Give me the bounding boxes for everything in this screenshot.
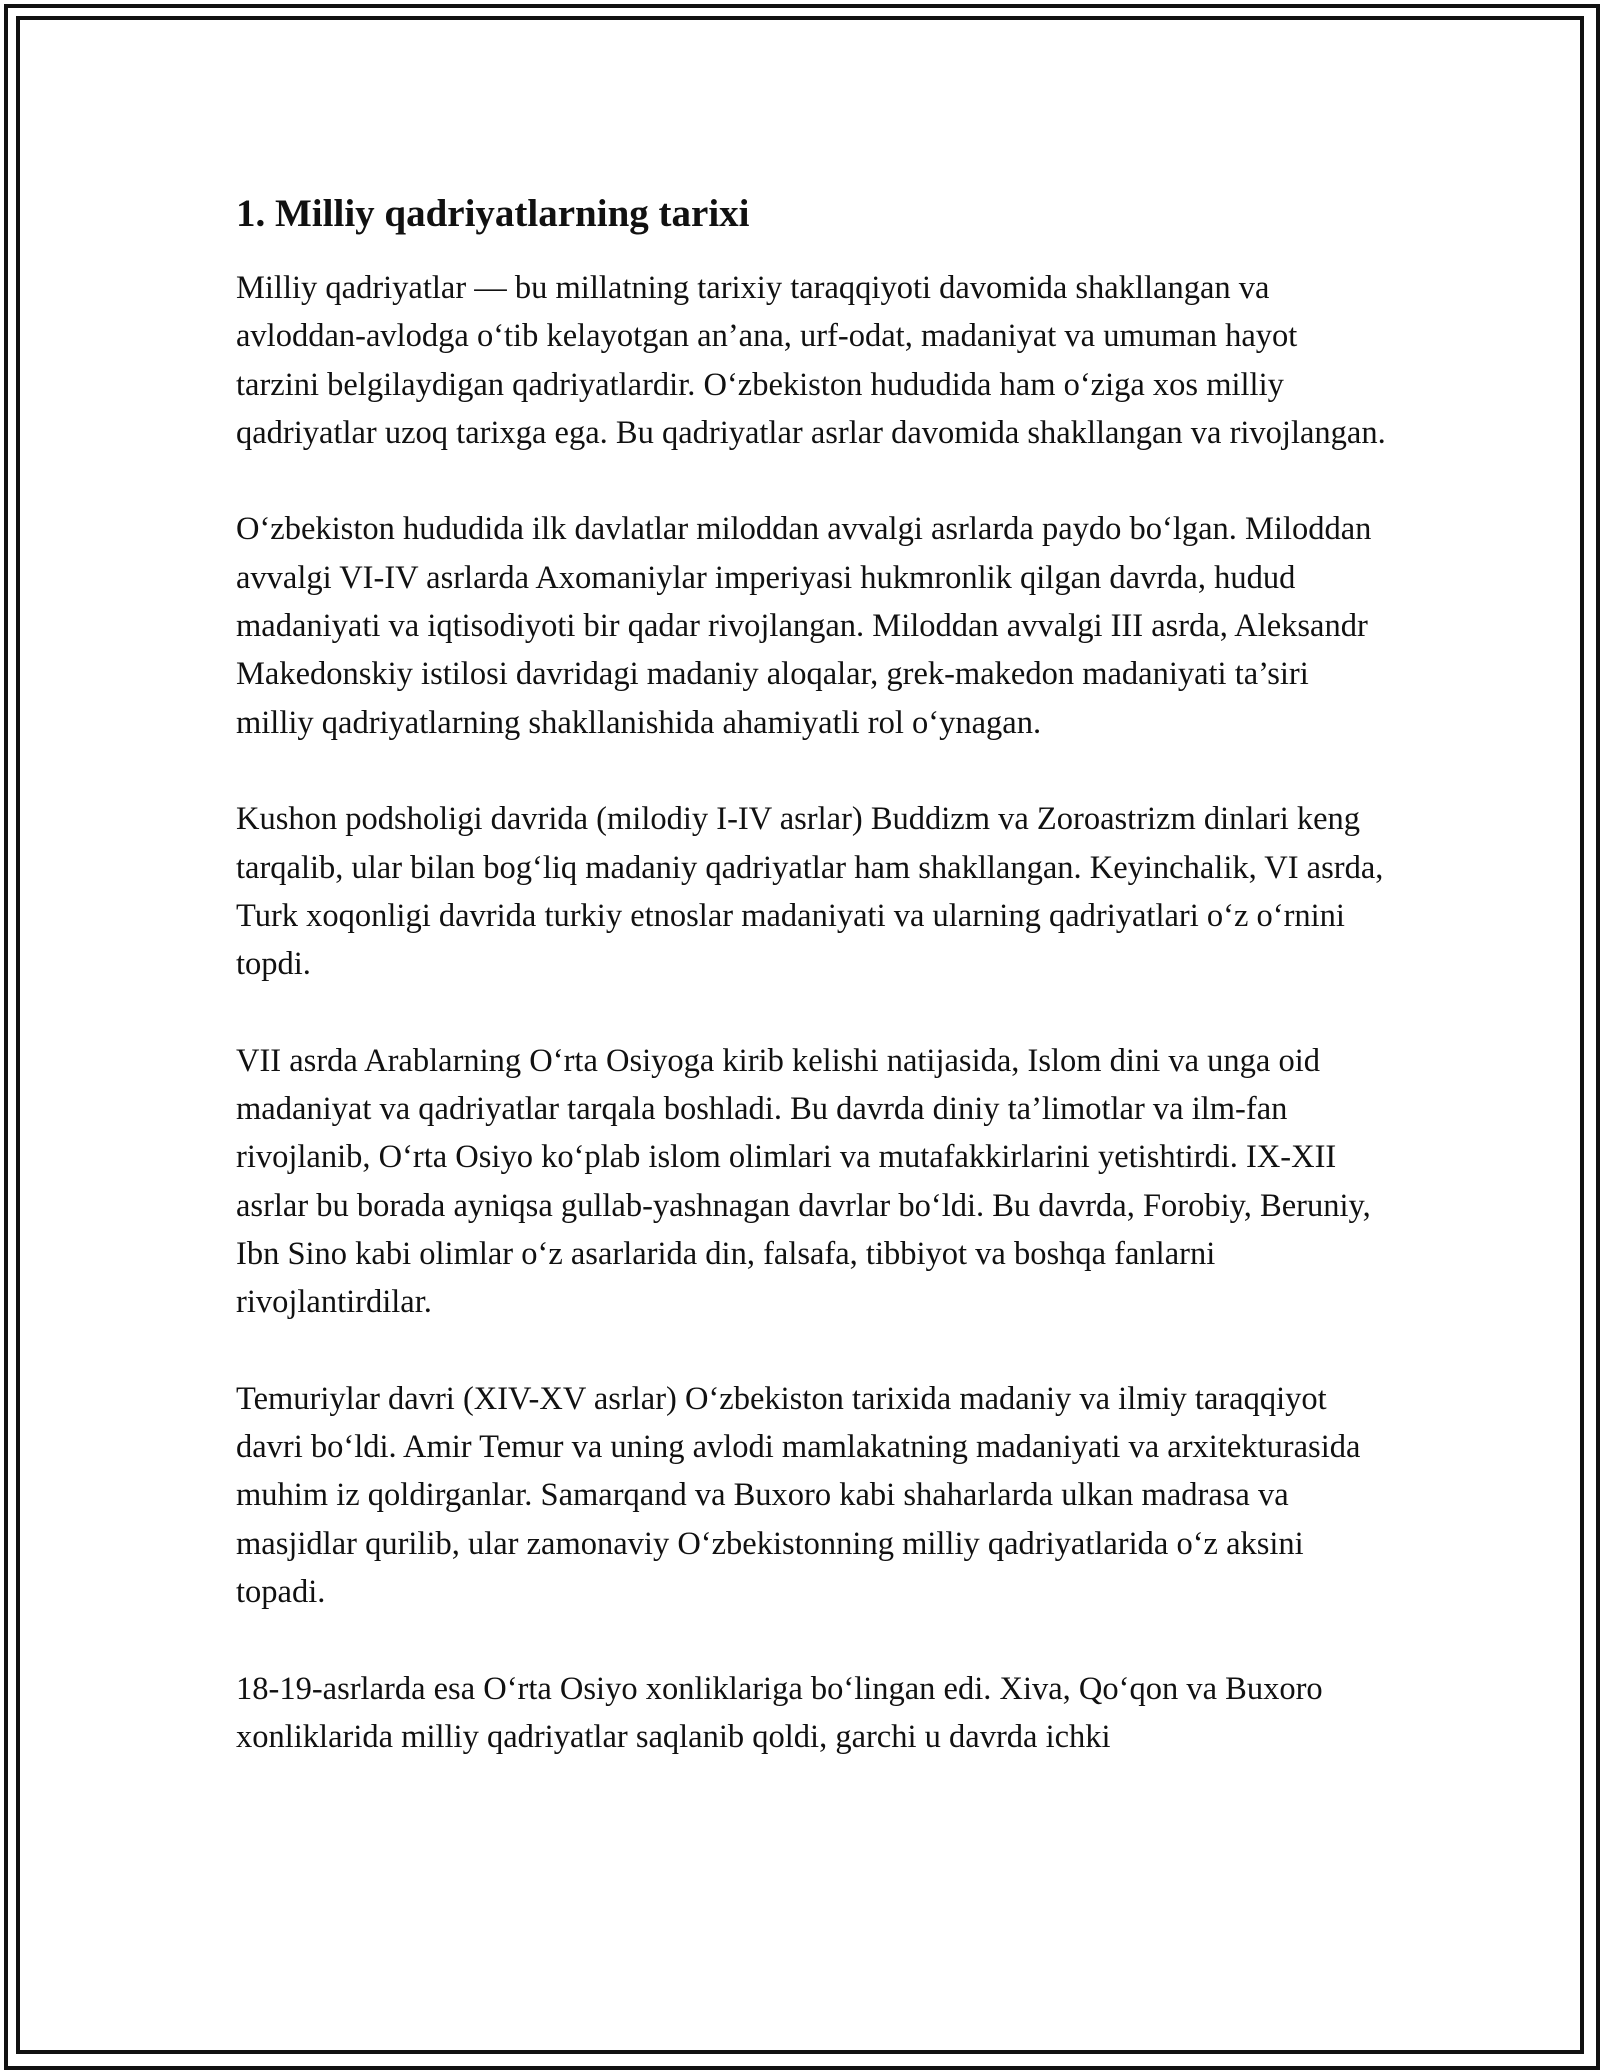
- paragraph-intro: Milliy qadriyatlar — bu millatning tarixiy taraqqiyoti davomida shakllangan va avloddan-avlodga o‘tib kelayotgan an’ana, urf-odat, madaniyat va umuman hayot tarzini belgilaydigan qadriyatlardir. O‘zbekiston hududida ham o‘ziga xos milliy qadriyatlar uzoq tarixga ega. Bu qadriyatlar asrlar davomida shakllangan va rivojlangan.: [236, 270, 1386, 451]
- paragraph-arab-islamic-period: VII asrda Arablarning O‘rta Osiyoga kirib kelishi natijasida, Islom dini va unga oid madaniyat va qadriyatlar tarqala boshladi. Bu davrda diniy ta’limotlar va ilm-fan rivojlanib, O‘rta Osiyo ko‘plab islom olimlari va mutafakkirlarini yetishtirdi. IX-XII asrlar bu borada ayniqsa gullab-yashnagan davrlar bo‘ldi. Bu davrda, Forobiy, Beruniy, Ibn Sino kabi olimlar o‘z asarlarida din, falsafa, tibbiyot va boshqa fanlarni rivojlantirdilar.: [236, 1042, 1371, 1321]
- paragraph-timurid-period: Temuriylar davri (XIV-XV asrlar) O‘zbekiston tarixida madaniy va ilmiy taraqqiyot davri bo‘ldi. Amir Temur va uning avlodi mamlakatning madaniyati va arxitekturasida muhim iz qoldirganlar. Samarqand va Buxoro kabi shaharlarda ulkan madrasa va masjidlar qurilib, ular zamonaviy O‘zbekistonning milliy qadriyatlarida o‘z aksini topadi.: [236, 1380, 1361, 1611]
- document-body: [236, 190, 1386, 1761]
- paragraph-kushan-period: Kushon podsholigi davrida (milodiy I-IV asrlar) Buddizm va Zoroastrizm dinlari keng tarqalib, ular bilan bog‘liq madaniy qadriyatlar ham shakllangan. Keyinchalik, VI asrda, Turk xoqonligi davrida turkiy etnoslar madaniyati va ularning qadriyatlari o‘z o‘rnini topdi.: [236, 801, 1384, 983]
- paragraph-khanates-period: 18-19-asrlarda esa O‘rta Osiyo xonliklariga bo‘lingan edi. Xiva, Qo‘qon va Buxoro xonliklarida milliy qadriyatlar saqlanib qoldi, garchi u davrda ichki: [236, 1670, 1323, 1755]
- paragraph-early-states: O‘zbekiston hududida ilk davlatlar miloddan avvalgi asrlarda paydo bo‘lgan. Miloddan avvalgi VI-IV asrlarda Axomaniylar imperiyasi hukmronlik qilgan davrda, hudud madaniyati va iqtisodiyoti bir qadar rivojlangan. Miloddan avvalgi III asrda, Aleksandr Makedonskiy istilosi davridagi madaniy aloqalar, grek-makedon madaniyati ta’siri milliy qadriyatlarning shakllanishida ahamiyatli rol o‘ynagan.: [236, 511, 1372, 741]
- section-heading: 1. Milliy qadriyatlarning tarixi: [236, 192, 750, 235]
